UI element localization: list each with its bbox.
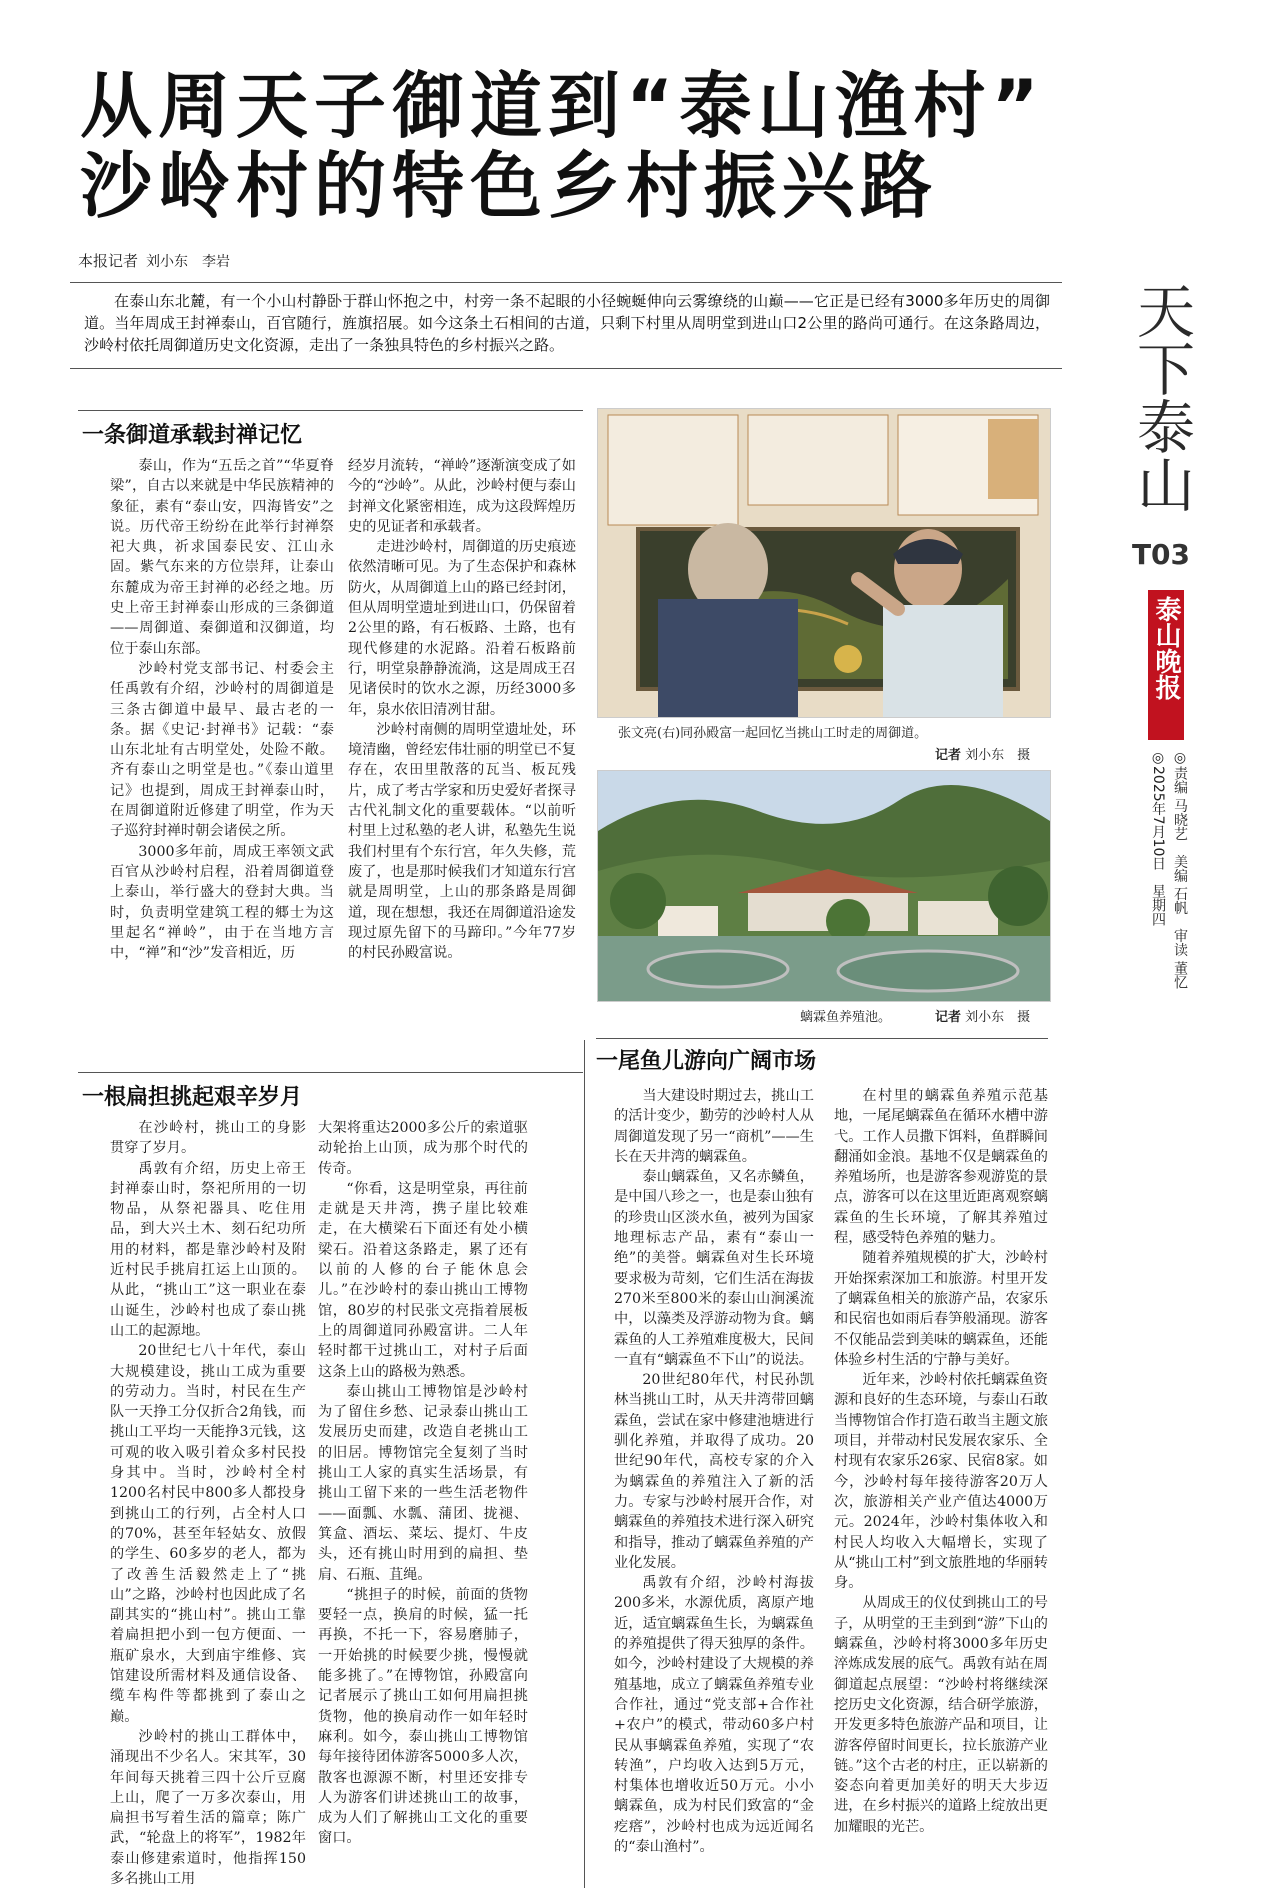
paragraph: 泰山挑山工博物馆是沙岭村为了留住乡愁、记录泰山挑山工发展历史而建，改造自老挑山工的旧居。博物馆完全复刻了当时挑山工人家的真实生活场景，有挑山工留下来的一些生活老物件——面瓢、水瓢、蒲团、拢褪、箕盒、酒坛、菜坛、提灯、牛皮头，还有挑山时用到的扁担、垫肩、石瓶、苴绳。 [318, 1383, 528, 1583]
paragraph: 经岁月流转，“禅岭”逐渐演变成了如今的“沙岭”。从此，沙岭村便与泰山封禅文化紧密相连，成为这段辉煌历史的见证者和承载者。 [348, 458, 576, 535]
photo1-credit [935, 744, 1030, 763]
paragraph: 禹敦有介绍，沙岭村海拔200多米，水源优质，离原产地近，适宜螭霖鱼生长，为螭霖鱼的养殖提供了得天独厚的条件。如今，沙岭村建设了大规模的养殖基地，成立了螭霖鱼养殖专业合作社，通过“党支部+合作社+农户”的模式，带动60多户村民从事螭霖鱼养殖，实现了“农转渔”，户均收入达到5万元，村集体也增收近50万元。小小螭霖鱼，成为村民们致富的“金疙瘩”，沙岭村也成为远近闻名的“泰山渔村”。 [614, 1575, 814, 1855]
paper-logo [1148, 590, 1184, 740]
page-number: T03 [1131, 538, 1191, 571]
section2-column-1 [110, 1118, 306, 1888]
section1-column-1 [110, 456, 334, 1034]
paragraph: 随着养殖规模的扩大，沙岭村开始探索深加工和旅游。村里开发了螭霖鱼相关的旅游产品，农家乐和民宿也如雨后春笋般涌现。游客不仅能品尝到美味的螭霖鱼，还能体验乡村生活的宁静与美好。 [834, 1250, 1048, 1368]
paragraph: 沙岭村党支部书记、村委会主任禹敦有介绍，沙岭村的周御道是三条古御道中最早、最古老的一条。据《史记·封禅书》记载：“泰山东北址有古明堂处，处险不敞。齐有泰山之明堂是也。”《泰山道里记》也提到，周成王封禅泰山时，在周御道附近修建了明堂，作为天子巡狩封禅时朝会诸侯之所。 [110, 660, 334, 840]
issue-date: ◎2025年7月10日 星期四 [1150, 750, 1166, 927]
paragraph: 禹敦有介绍，历史上帝王封禅泰山时，祭祀所用的一切物品，从祭祀器具、吃住用品，到大兴土木、刻石纪功所用的材料，都是靠沙岭村及附近村民手挑肩扛运上山顶的。从此，“挑山工”这一职业在泰山诞生，沙岭村也成了泰山挑山工的起源地。 [110, 1160, 306, 1339]
byline-authors: 刘小东 李岩 [146, 254, 231, 270]
section3-column-2 [834, 1086, 1048, 1888]
paragraph: 当大建设时期过去，挑山工的活计变少，勤劳的沙岭村人从周御道发现了另一“商机”——生长在天井湾的螭霖鱼。 [614, 1088, 814, 1165]
museum-scene-image [598, 409, 1050, 717]
section2-column-2 [318, 1118, 528, 1888]
paragraph: 大架将重达2000多公斤的索道驱动轮抬上山顶，成为那个时代的传奇。 [318, 1120, 528, 1177]
section3-heading: 一尾鱼儿游向广阔市场 [596, 1049, 817, 1074]
brand-name: 天下泰山 [1127, 281, 1195, 513]
column-divider [584, 1040, 585, 1888]
credit-name: 刘小东 摄 [965, 748, 1031, 763]
credit-label: 记者 [935, 1010, 962, 1025]
section2-heading: 一根扁担挑起艰辛岁月 [82, 1085, 303, 1110]
credit-name: 刘小东 摄 [965, 1010, 1031, 1025]
section-brand [1106, 262, 1216, 571]
paragraph: 泰山，作为“五岳之首”“华夏脊梁”，自古以来就是中华民族精神的象征，素有“泰山安，四海皆安”之说。历代帝王纷纷在此举行封禅祭祀大典，祈求国泰民安、江山永固。紫气东来的方位崇拜，让泰山东麓成为帝王封禅的必经之地。历史上帝王封禅泰山形成的三条御道——周御道、秦御道和汉御道，均位于泰山东部。 [110, 458, 334, 657]
photo2-caption: 螭霖鱼养殖池。 [800, 1010, 892, 1025]
paragraph: 3000多年前，周成王率领文武百官从沙岭村启程，沿着周御道登上泰山，举行盛大的登封大典。当时，负责明堂建筑工程的郷士为这里起名“禅岭”，由于在当地方言中，“禅”和“沙”发音相近，历 [110, 843, 334, 962]
paragraph: 沙岭村的挑山工群体中，涌现出不少名人。宋其军，30年间每天挑着三四十公斤豆腐上山，爬了一万多次泰山，用扁担书写着生活的篇章；陈广武，“轮盘上的将军”，1982年泰山修建索道时，他指挥150多名挑山工用 [110, 1728, 306, 1887]
paragraph: 泰山螭霖鱼，又名赤鳞鱼，是中国八珍之一，也是泰山独有的珍贵山区淡水鱼，被列为国家地理标志产品，素有“泰山一绝”的美誉。螭霖鱼对生长环境要求极为苛刻，它们生活在海拔270米至800米的泰山山涧溪流中，以藻类及浮游动物为食。螭霖鱼的人工养殖难度极大，民间一直有“螭霖鱼不下山”的说法。 [614, 1169, 814, 1368]
paragraph: “挑担子的时候，前面的货物要轻一点，换肩的时候，猛一托再换，不托一下，容易磨肺子，一开始挑的时候要少挑，慢慢就能多挑了。”在博物馆，孙殿富向记者展示了挑山工如何用扁担挑货物，他的换肩动作一如年轻时麻利。如今，泰山挑山工博物馆每年接待团体游客5000多人次，散客也源源不断，村里还安排专人为游客们讲述挑山工的故事，成为人们了解挑山工文化的重要窗口。 [318, 1586, 528, 1847]
photo2-credit [935, 1006, 1030, 1025]
paragraph: 沙岭村南侧的周明堂遗址处，环境清幽，曾经宏伟壮丽的明堂已不复存在，农田里散落的瓦当、板瓦残片，成了考古学家和历史爱好者探寻古代礼制文化的重要载体。“以前听村里上过私塾的老人讲，私塾先生说我们村里有个东行宫，年久失修，荒废了，也是那时候我们才知道东行宫就是周明堂，上山的那条路是周御道，现在想想，我还在周御道沿途发现过原先留下的马蹄印。”今年77岁的村民孙殿富说。 [348, 721, 576, 962]
section1-column-2 [348, 456, 576, 1034]
paper-logo-text: 泰山晚报 [1151, 596, 1181, 700]
photo-fish-pond [597, 770, 1051, 1002]
paragraph: 近年来，沙岭村依托螭霖鱼资源和良好的生态环境，与泰山石敢当博物馆合作打造石敢当主题文旅项目，并带动村民发展农家乐、全村现有农家乐26家、民宿8家。如今，沙岭村每年接待游客20万人次，旅游相关产业产值达4000万元。2024年，沙岭村集体收入和村民人均收入大幅增长，实现了从“挑山工村”到文旅胜地的华丽转身。 [834, 1372, 1048, 1592]
paragraph: 在村里的螭霖鱼养殖示范基地，一尾尾螭霖鱼在循环水槽中游弋。工作人员撒下饵料，鱼群瞬间翻涌如金浪。基地不仅是螭霖鱼的养殖场所，也是游客参观游览的景点，游客可以在这里近距离观察螭霖鱼的生长环境，了解其养殖过程，感受特色养殖的魅力。 [834, 1088, 1048, 1247]
paragraph: 走进沙岭村，周御道的历史痕迹依然清晰可见。为了生态保护和森林防火，从周御道上山的路已经封闭，但从周明堂遗址到进山口，仍保留着2公里的路，有石板路、土路，也有现代修建的水泥路。沿着石板路前行，明堂泉静静流淌，这是周成王召见诸侯时的饮水之源，历经3000多年，泉水依旧清冽甘甜。 [348, 539, 576, 718]
paragraph: “你看，这是明堂泉，再往前走就是天井湾，携子崖比较难走，在大横梁石下面还有处小横梁石。沿着这条路走，累了还有以前的人修的台子能休息会儿。”在沙岭村的泰山挑山工博物馆，80岁的村民张文亮指着展板上的周御道同孙殿富讲。二人年轻时都干过挑山工，对村子后面这条上山的路极为熟悉。 [318, 1180, 528, 1380]
byline-label: 本报记者 [78, 252, 139, 270]
paragraph: 在沙岭村，挑山工的身影贯穿了岁月。 [110, 1120, 306, 1157]
editor-credits: ◎责编 马晓艺 美编 石帆 审读 董忆 [1172, 750, 1188, 990]
paragraph: 20世纪80年代，村民孙凯林当挑山工时，从天井湾带回螭霖鱼，尝试在家中修建池塘进行驯化养殖，并取得了成功。20世纪90年代，高校专家的介入为螭霖鱼的养殖注入了新的活力。专家与沙岭村展开合作，对螭霖鱼的养殖技术进行深入研究和指导，推动了螭霖鱼养殖的产业化发展。 [614, 1372, 814, 1571]
photo1-caption: 张文亮(右)同孙殿富一起回忆当挑山工时走的周御道。 [618, 726, 928, 741]
section1-heading: 一条御道承载封禅记忆 [82, 423, 303, 448]
paragraph: 从周成王的仪仗到挑山工的号子，从明堂的王圭到到“游”下山的螭霖鱼，沙岭村将3000多年历史淬炼成发展的底气。禹敦有站在周御道起点展望：“沙岭村将继续深挖历史文化资源，结合研学旅游，开发更多特色旅游产品和项目，让游客停留时间更长，拉长旅游产业链。”这个古老的村庄，正以崭新的姿态向着更加美好的明天大步迈进，在乡村振兴的道路上绽放出更加耀眼的光芒。 [834, 1595, 1048, 1835]
section3-column-1 [614, 1086, 814, 1888]
lead-top-rule [70, 282, 1062, 283]
byline [78, 250, 230, 271]
section2-rule [78, 1072, 583, 1073]
headline-line1: 从周天子御道到“泰山渔村” [80, 64, 1045, 148]
headline-line2: 沙岭村的特色乡村振兴路 [80, 144, 939, 228]
section3-rule [596, 1038, 1048, 1039]
photo-museum [597, 408, 1051, 718]
section1-rule [78, 410, 583, 411]
fish-pond-image [598, 771, 1050, 1001]
paragraph: 20世纪七八十年代，泰山大规模建设，挑山工成为重要的劳动力。当时，村民在生产队一天挣工分仅折合2角钱，而挑山工平均一天能挣3元钱，这可观的收入吸引着众多村民投身其中。当时，沙岭村全村1200名村民中800多人都投身到挑山工的行列，占全村人口的70%，甚至年轻姑女、放假的学生、60多岁的老人，都为了改善生活毅然走上了“挑山”之路，沙岭村也因此成了名副其实的“挑山村”。挑山工靠着扁担把小到一包方便面、一瓶矿泉水，大到庙宇维修、宾馆建设所需材料及通信设备、缆车构件等都挑到了泰山之巅。 [110, 1343, 306, 1725]
lead-bottom-rule [70, 368, 1062, 369]
credit-label: 记者 [935, 748, 962, 763]
lead-paragraph: 在泰山东北麓，有一个小山村静卧于群山怀抱之中，村旁一条不起眼的小径蜿蜒伸向云雾缭绕的山巅——它正是已经有3000多年历史的周御道。当年周成王封禅泰山，百官随行，旌旗招展。如今这条土石相间的古道，只剩下村里从周明堂到进山口2公里的路尚可通行。在这条路周边，沙岭村依托周御道历史文化资源，走出了一条独具特色的乡村振兴之路。 [84, 292, 1050, 354]
